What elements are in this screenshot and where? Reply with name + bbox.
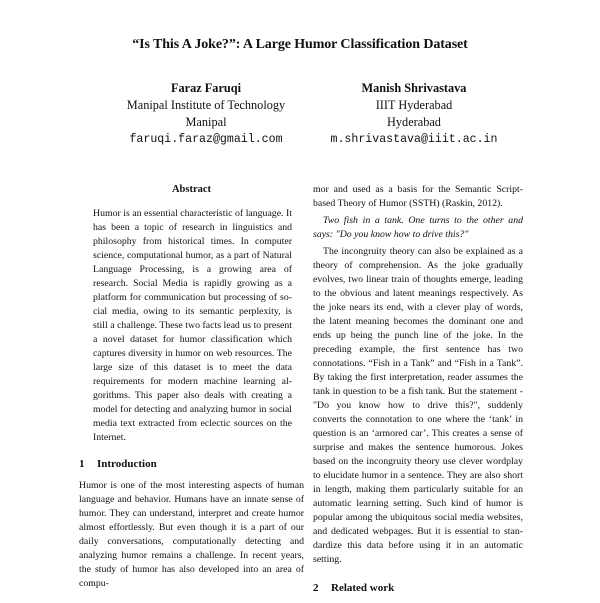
continuation-text: mor and used as a basis for the Semantic Script-based Theory of Humor (SSTH) (Raskin, 2012). [313, 184, 523, 209]
author-block-2 [284, 80, 544, 148]
introduction-text: Humor is one of the most interesting aspects of human language and behavior. Humans have an innate sense of humor. They can understand, interpret and create humor almost effortlessly. But even though it is a part of our daily conversations, computationally detecting and analyzing humor remains a challenge. In recent years, the study of humor has also developed into an area of compu- [79, 480, 304, 589]
left-column [79, 183, 304, 591]
section-number: 1 [79, 458, 85, 470]
author-affiliation: Manipal Institute of Technology [126, 98, 286, 112]
section-number: 2 [313, 582, 319, 594]
right-column [313, 183, 523, 603]
paper-title: “Is This A Joke?”: A Large Humor Classification Dataset [132, 37, 468, 52]
author-name: Faraz Faruqi [170, 81, 241, 95]
author-affiliation: IIIT Hyderabad [375, 98, 453, 112]
abstract-heading: Abstract [171, 184, 212, 195]
abstract-text: Humor is an essential characteristic of language. It has been a topic of research in linguistics and philosophy from historical times. In computer science, computational humor, as a part of Natural Language Processing, is a growing area of research. Social Media is rapidly growing as a platform for communication but processing of social media, owing to its semantic perplexity, is still a challenge. These two facts lead us to present a novel dataset for humor classification which captures diversity in humor on web resources. The large size of this dataset is to meet the data requirements for modern machine learning algorithms. This paper also deals with creating a model for detecting and analyzing humor in social media text extracted from eclectic sources on the Internet. [93, 208, 292, 443]
author-location: Manipal [185, 115, 227, 129]
incongruity-paragraph: The incongruity theory can also be explained as a theory of comprehension. As the joke gradually evolves, two linear train of thoughts emerge, leading to the obvious and latent meanings respectively. As the joke nears its end, with a clever play of words, the latent meaning becomes the dominant one and ends up being the punch line of the joke. In the preceding example, the first sentence has two connotations. “Fish in a Tank” and “Fish in a Tank”. By taking the first interpretation, reader assumes the tank in question to be a fish tank. But the statement - "Do you know how to drive this?", suddenly converts the connotation to one where the ‘tank’ in question is an ‘armored car’. This creates a sense of surprise and makes the sentence humorous. Jokes based on the incongruity theory use clever wordplay to elucidate humor in a sentence. They are also short in length, making them particularly suitable for an automatic learning setting. Such kind of humor is popular among the ubiquitous social media websites, and dedicated webpages. But it is essential to standardize this data before using it in an automatic setting. [313, 246, 523, 565]
author-email[interactable]: faruqi.faraz@gmail.com [129, 133, 283, 146]
section-title: Related work [331, 582, 395, 594]
author-location: Hyderabad [387, 115, 441, 129]
author-name: Manish Shrivastava [361, 81, 467, 95]
section-heading-introduction [79, 457, 304, 471]
author-email[interactable]: m.shrivastava@iiit.ac.in [330, 133, 498, 146]
section-title: Introduction [97, 458, 157, 470]
section-heading-related-work [313, 581, 523, 595]
joke-example: Two fish in a tank. One turns to the other and says: "Do you know how to drive this?" [313, 215, 523, 240]
